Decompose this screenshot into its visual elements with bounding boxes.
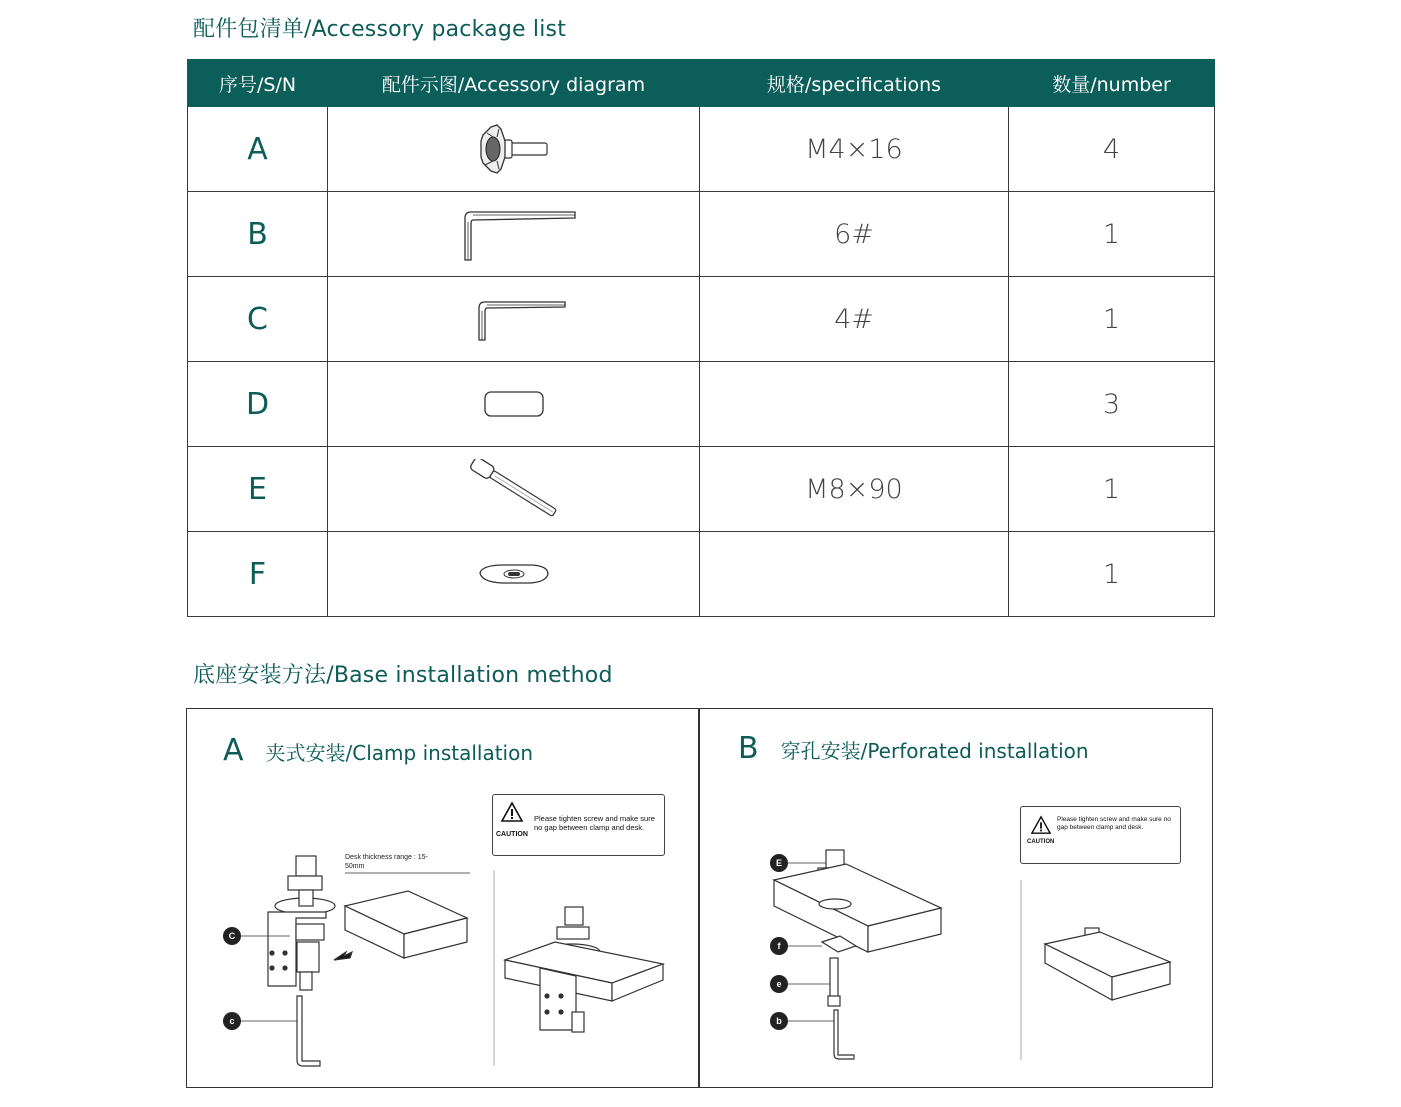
clamp-letter: A [223, 733, 244, 768]
row-spec: 6# [700, 192, 1009, 277]
accessory-list-title: 配件包清单/Accessory package list [193, 17, 567, 42]
perforated-part-bullet-1: E [770, 854, 788, 872]
row-number: 1 [1009, 532, 1215, 617]
row-spec: M8×90 [700, 447, 1009, 532]
base-installation-title: 底座安装方法/Base installation method [193, 663, 613, 688]
row-number: 1 [1009, 277, 1215, 362]
caution-label: CAUTION [496, 831, 528, 838]
row-sn: F [188, 532, 328, 617]
caution-label: CAUTION [1027, 839, 1055, 845]
caution-text: Please tighten screw and make sure no gap between clamp and desk. [534, 814, 655, 832]
row-spec: M4×16 [700, 107, 1009, 192]
row-number: 1 [1009, 192, 1215, 277]
row-number: 4 [1009, 107, 1215, 192]
row-sn: D [188, 362, 328, 447]
caution-text: Please tighten screw and make sure no gap between clamp and desk. [1057, 816, 1171, 831]
perforated-label: 穿孔安装/Perforated installation [780, 739, 1089, 763]
desk-thickness-note: Desk thickness range : 15-50mm [345, 854, 428, 870]
clamp-part-bullet-upper: C [223, 927, 241, 945]
row-sn: A [188, 107, 328, 192]
row-spec: 4# [700, 277, 1009, 362]
row-sn: B [188, 192, 328, 277]
row-sn: C [188, 277, 328, 362]
row-number: 1 [1009, 447, 1215, 532]
row-sn: E [188, 447, 328, 532]
clamp-label: 夹式安装/Clamp installation [265, 741, 534, 765]
row-number: 3 [1009, 362, 1215, 447]
header-diagram: 配件示图/Accessory diagram [328, 60, 700, 107]
header-sn: 序号/S/N [188, 60, 328, 107]
clamp-part-bullet-lower: c [223, 1012, 241, 1030]
header-number: 数量/number [1009, 60, 1215, 107]
perforated-letter: B [738, 731, 759, 766]
perforated-part-bullet-4: b [770, 1012, 788, 1030]
header-specifications: 规格/specifications [700, 60, 1009, 107]
perforated-part-bullet-3: e [770, 975, 788, 993]
perforated-part-bullet-2: f [770, 937, 788, 955]
